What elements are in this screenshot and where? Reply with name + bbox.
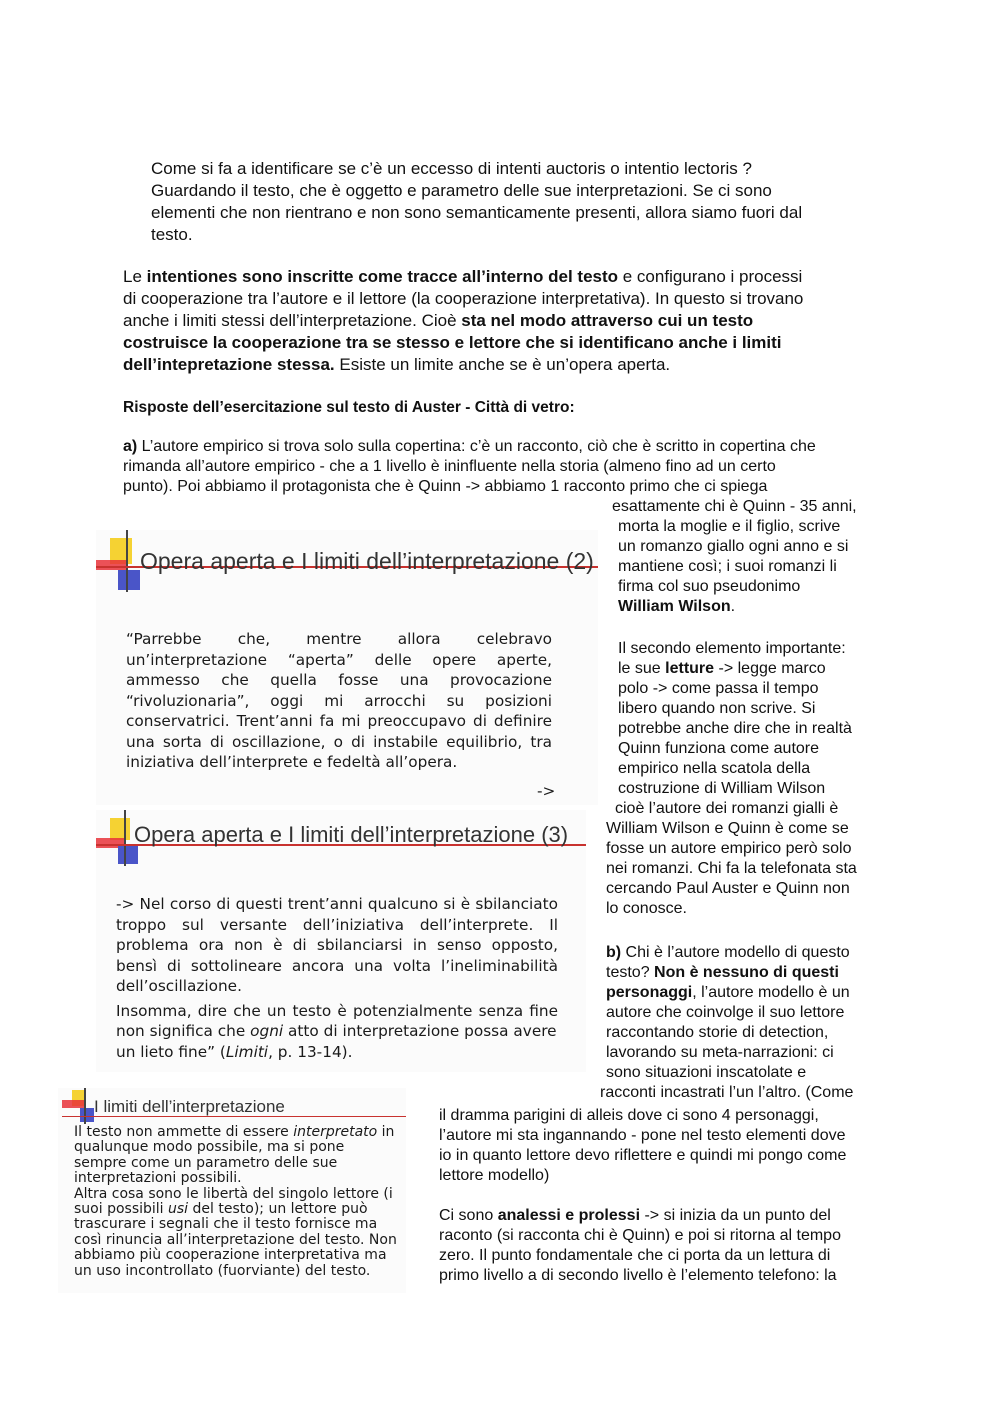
text: . [730,598,736,615]
text: -> legge marco [714,660,826,677]
deco-vertical-line [126,530,128,592]
answer-b-continuation [439,1106,846,1186]
italic-text: usi [168,1201,189,1218]
text: Chi è l’autore modello di questo [621,944,850,961]
text: Esiste un limite anche se è un’opera aperta. [334,355,671,374]
slide-line: qualunque modo possibile, ma si pone [74,1139,345,1156]
text-line: un romanzo giallo ogni anno e si [618,538,849,555]
answer-a-column [612,497,857,617]
deco-blue-square [118,846,138,864]
bold-text: Non è nessuno di questi [654,964,839,981]
slide-line: conservatrici. Trent’anni fa mi preoccupavo di definire [126,712,552,730]
intro-line: Come si fa a identificare se c’è un eccesso di intenti auctoris o intentio lectoris ? [151,159,752,178]
slide-image-3 [58,1088,406,1293]
text: , l’autore modello è un [692,984,850,1001]
slide-line: trascurare i segnali che il testo fornisce ma [74,1216,378,1233]
deco-blue-square [80,1108,94,1122]
text-line: rimanda all’autore empirico - che a 1 livello è ininfluente nella storia (almeno fino ad un certo [123,458,776,475]
slide-title: I limiti dell’interpretazione [94,1097,285,1116]
text: L’autore empirico si trova solo sulla copertina: c’è un racconto, ciò che è scritto in copertina che [137,438,816,455]
text: testo? [606,964,655,981]
slide-line: Insomma, dire che un testo è potenzialmente senza fine [116,1001,558,1020]
text: anche i limiti stessi dell’interpretazione. Cioè [123,311,462,330]
answer-label: a) [123,438,138,455]
slide-line: Altra cosa sono le libertà del singolo lettore (i [74,1185,393,1202]
slide-line: interpretazioni possibili. [74,1170,242,1187]
deco-red-bar [96,560,126,570]
answer-b-column [600,943,854,1103]
text-line: lo conosce. [606,900,687,917]
text-line: morta la moglie e il figlio, scrive [618,518,841,535]
text: Ci sono [439,1207,498,1224]
slide-line: troppo sul versante dell’iniziativa dell’interprete. Il [116,915,558,934]
slide-title: Opera aperta e I limiti dell’interpretazione (3) [134,822,569,847]
deco-blue-square [118,570,140,590]
text-line: l’autore mi sta ingannando - pone nel testo elementi dove [439,1127,846,1144]
intro-line: Guardando il testo, che è oggetto e parametro delle sue interpretazioni. Se ci sono [151,181,772,200]
text-line: autore che coinvolge il suo lettore [606,1004,845,1021]
analessi-paragraph [439,1206,841,1286]
answer-a-paragraph [123,437,816,497]
bold-text: personaggi [606,984,693,1001]
text-line: il dramma parigini di alleis dove ci sono 4 personaggi, [439,1107,819,1124]
text-line: cercando Paul Auster e Quinn non [606,880,850,897]
slide-line: una sorta di oscillazione, o di instabile equilibrio, tra [126,732,552,751]
text-line: costruzione di William Wilson [618,780,826,797]
text: del testo); un lettore può [188,1201,368,1218]
text: Il testo non ammette di essere [74,1124,294,1140]
slide-line: abbiamo più cooperazione interpretativa ma [74,1247,387,1264]
text-line: Quinn funziona come autore [618,740,820,757]
slide-line: -> Nel corso di questi trent’anni qualcuno si è sbilanciato [116,895,558,913]
bold-text: intentiones sono inscritte come tracce all’interno del testo [146,267,619,286]
text-line: raconto (si racconta chi è Quinn) e poi si ritorna al tempo [439,1227,841,1244]
text-line: potrebbe anche dire che in realtà [618,720,852,737]
text-line: libero quando non scrive. Si [618,700,816,717]
text-line: cioè l’autore dei romanzi gialli è [615,800,839,817]
italic-text: interpretato [293,1124,378,1140]
text: le sue [618,660,666,677]
slide-line: “rivoluzionaria”, oggi mi arrocchi su posizioni [126,691,552,710]
text-line: lavorando su meta-narrazioni: ci [606,1044,834,1061]
bold-text: costruisce la cooperazione tra se stesso e lettore che si identificano anche i limiti [123,333,782,352]
italic-text: Limiti [225,1042,269,1061]
text: suoi possibili [74,1201,169,1218]
text-line: sono situazioni inscatolate e [606,1064,807,1081]
text: atto di interpretazione possa avere [283,1022,557,1040]
deco-vertical-line [124,810,126,866]
slide-line: problema ora non è di sbilanciarsi in senso opposto, [116,936,558,954]
slide-line: iniziativa dell’interprete e fedeltà all’opera. [126,753,458,771]
deco-red-bar [62,1100,84,1108]
answer-label: b) [606,944,622,961]
slide-line: un uso incontrollato (fuorviante) del testo. [74,1262,371,1279]
slide-body [74,1125,404,1279]
slide-line: dell’oscillazione. [116,977,242,995]
text-line: di cooperazione tra l’autore e il lettore (la cooperazione interpretativa). In questo si trovano [123,289,804,308]
text-line: William Wilson e Quinn è come se [606,820,849,837]
text: un lieto fine” ( [116,1042,226,1061]
italic-text: ogni [250,1022,284,1040]
text: e configurano i processi [618,267,803,286]
text-line: mantiene così; i suoi romanzi li [618,558,837,575]
text-line: lettore modello) [439,1167,550,1184]
deco-yellow-square [110,818,130,840]
text-line: primo livello a di secondo livello è l’elemento telefono: la [439,1267,837,1284]
text-line: fosse un autore empirico però solo [606,840,852,857]
bold-text: letture [665,660,715,677]
slide-body [126,629,552,773]
bold-text: sta nel modo attraverso cui un testo [461,311,754,330]
text: in [377,1124,395,1140]
deco-vertical-line [84,1088,86,1124]
intro-question-paragraph [151,158,802,246]
slide-arrow: -> [537,782,556,800]
slide-line: ammesso che quella fosse una provocazione [126,671,552,689]
text-line: io in quanto lettore devo riflettere e quindi mi pongo come [439,1147,847,1164]
slide-image-1 [96,530,598,805]
text: Le [123,267,147,286]
slide-line: sempre come un parametro delle sue [74,1154,338,1171]
text-line: esattamente chi è Quinn - 35 anni, [612,498,857,515]
slide-title: Opera aperta e I limiti dell’interpretazione (2) [140,548,594,574]
exercise-heading: Risposte dell’esercitazione sul testo di Auster - Città di vetro: [123,399,575,416]
text-line: Il secondo elemento importante: [618,640,846,657]
text-line: polo -> come passa il tempo [618,680,819,697]
text-line: firma col suo pseudonimo [618,578,801,595]
slide-line: un’interpretazione “aperta” delle opere aperte, [126,650,552,669]
slide-line: così rinuncia all’interpretazione del testo. Non [74,1231,397,1248]
slide-line: “Parrebbe che, mentre allora celebravo [126,630,552,648]
intro-line: testo. [151,225,193,244]
text-line: raccontando storie di detection, [606,1024,829,1041]
text: non significa che [116,1022,251,1040]
text-line: punto). Poi abbiamo il protagonista che è Quinn -> abbiamo 1 racconto primo che ci spiega [123,478,768,495]
text: -> si inizia da un punto del [640,1207,831,1224]
bold-text: analessi e prolessi [497,1207,641,1224]
intentiones-paragraph [123,266,803,376]
second-element-column [606,639,857,919]
slide-image-2 [96,810,586,1072]
text-line: zero. Il punto fondamentale che ci porta da un lettura di [439,1247,831,1264]
slide-line: bensì di sottolineare ancora una volta l’ineliminabilità [116,956,558,975]
intro-line: elementi che non rientrano e non sono semanticamente presenti, allora siamo fuori dal [151,203,803,222]
text: , p. 13-14). [268,1042,353,1061]
text-line: racconti incastrati l’un l’altro. (Come [600,1084,854,1101]
bold-text: dell’intepretazione stessa. [123,355,335,374]
text-line: nei romanzi. Chi fa la telefonata sta [606,860,857,877]
bold-text: William Wilson [618,598,731,615]
text-line: empirico nella scatola della [618,760,811,777]
slide-body [116,894,558,1062]
